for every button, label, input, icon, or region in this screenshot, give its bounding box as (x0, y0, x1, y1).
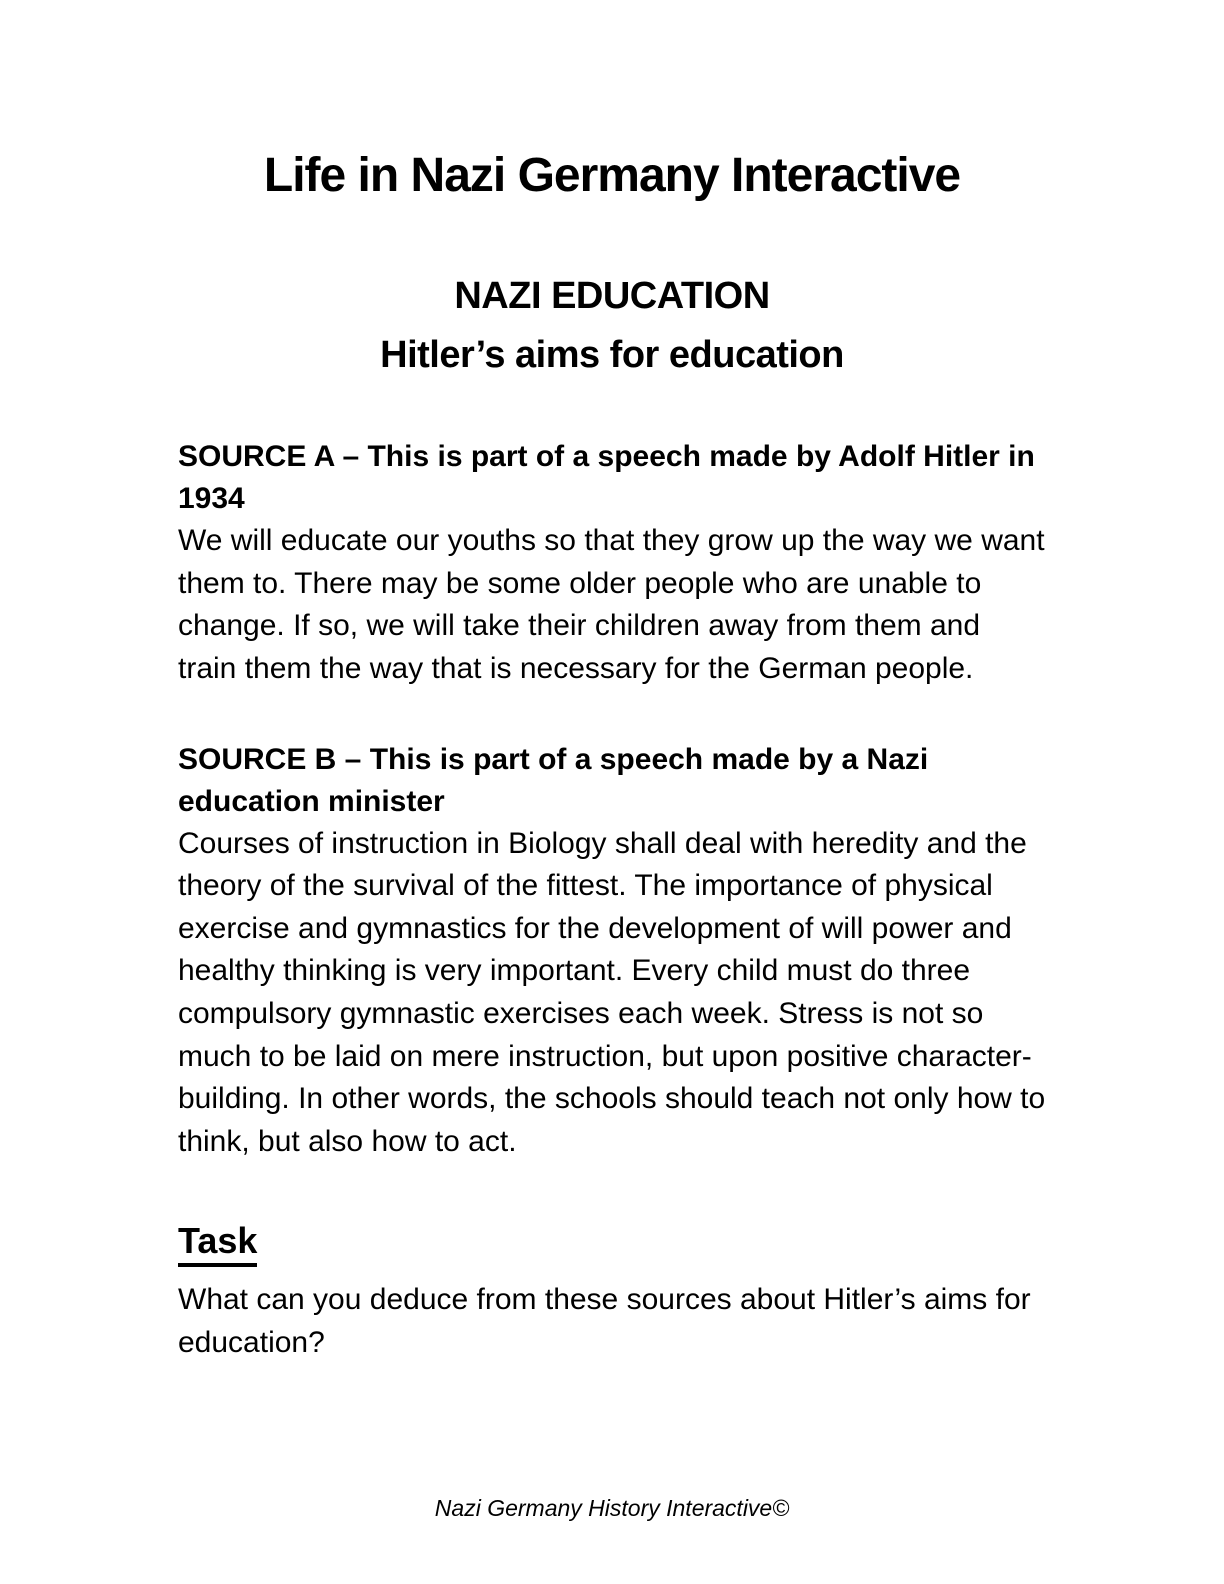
source-a-section (178, 436, 1046, 690)
title-block (178, 150, 1046, 378)
sources-area (178, 436, 1046, 1365)
document-title: Life in Nazi Germany Interactive (263, 149, 961, 202)
source-a-heading: SOURCE A – This is part of a speech made by Adolf Hitler in 1934 (178, 440, 1035, 516)
task-question: What can you deduce from these sources about Hitler’s aims for education? (178, 1283, 1031, 1360)
source-b-text: Courses of instruction in Biology shall deal with heredity and the theory of the survival of the fittest. The importance of physical exercise and gymnastics for the development of will power and healthy thinking is very important. Every child must do three compulsory gymnastic exercises each week. Stress is not so much to be laid on mere instruction, but upon positive character-building. In other words, the schools should teach not only how to think, but also how to act. (178, 826, 1046, 1158)
footer-credit: Nazi Germany History Interactive© (434, 1495, 790, 1521)
task-section (178, 1219, 1046, 1364)
page-footer (0, 1495, 1224, 1522)
source-b-section (178, 739, 1046, 1164)
task-heading (178, 1219, 1046, 1267)
topic-heading: NAZI EDUCATION (454, 274, 770, 317)
subtitle-block (178, 275, 1046, 378)
source-b-heading: SOURCE B – This is part of a speech made by a Nazi education minister (178, 742, 929, 818)
task-heading-label: Task (178, 1219, 257, 1267)
source-a-text: We will educate our youths so that they grow up the way we want them to. There may be some older people who are unable to change. If so, we will take their children away from them and train them the way that is necessary for the German people. (178, 524, 1045, 685)
lesson-heading: Hitler’s aims for education (380, 334, 844, 377)
